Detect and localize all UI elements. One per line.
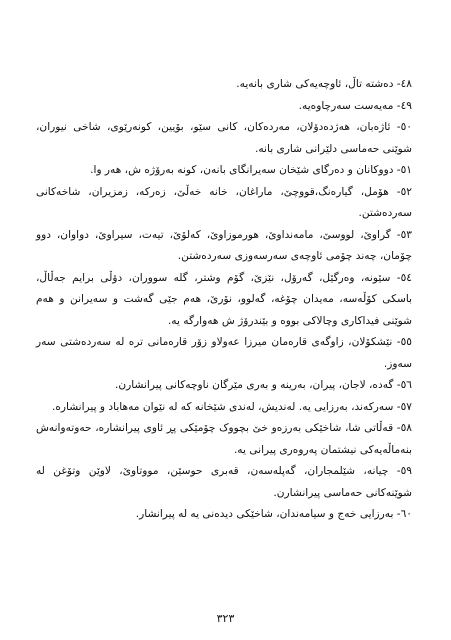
entry-56: ٥٦- گەدە، لاجان، پیران، بەرینە و بەری مێرگان ناوچەکانی پیرانشارن. (115, 379, 412, 391)
entry-53: ٥٣- گراوێ، لووسێ، مامەنداوێ، هورموزاوێ، کەلۆێ، تیەت، سیراوێ، دواوان، دوو چۆمان، چەند چۆمی ئاوچەی سەرسەوزی سەردەشتن. (36, 228, 412, 262)
entry-55: ٥٥- نێشکۆلان، زاوگەی قارەمان میرزا عەولاو زۆر قارەمانی ترە لە سەردەشتی سەر سەوز. (36, 336, 412, 370)
entry-60: ٦٠- بەرزایی خەج و سیامەندان، شاخێکی دیدەنی یە لە پیرانشار. (135, 508, 412, 520)
entry-48: ٤٨- دەشتە تاڵ، ئاوچەیەکی شاری بانەیە. (236, 78, 412, 90)
entry-52: ٥٢- هۆمل، گیارەنگ،قووچێ، ماراغان، خانە خەڵێ، زەرکە، زمزیران، شاخەکانی سەردەشتن. (36, 185, 412, 219)
entry-51: ٥١- دووکانان و دەرگای شێخان سەیرانگای بانەن، کونە بەرۆژە ش، هەر وا. (90, 164, 412, 176)
page-number: ٣٢٣ (216, 612, 235, 625)
entry-58: ٥٨- قەڵاتی شا، شاخێکی بەرزەو خێ بچووک چۆمێکی پڕ ئاوی پیرانشارە، حەوتەوانەش بنەماڵەیەکی نیشتمان پەروەری پیرانی یە. (36, 422, 412, 456)
entry-59: ٥٩- چیانە، شێلمجاران، گەپلەسەن، قەبری حوسێن، مووتاوێ، لاوێن وتۆغن لە شوێنەکانی حەماسی پیرانشارن. (36, 465, 412, 499)
entry-54: ٥٤- سێونە، وەرگێل، گەرۆل، نێزێ، گۆم وشتر، گلە سووران، دۆڵی برایم جەڵاڵ، باسکی کۆڵەسە، مەیدان چۆغە، گەلوو، نۆرێ، هەم جێی گەشت و سەیرانن و هەم شوێنی فیداکاری وچالاکی بووە و بێندرۆژ ش هەوارگە یە. (36, 271, 412, 327)
entry-49: ٤٩- مەیەست سەرچاوەیە. (298, 99, 412, 112)
entry-50: ٥٠- ئاژەبان، هەژدەدۆلان، مەردەکان، کانی سێو، بۆیین، کونەرێوی، شاخی نیوران، شوێنی حەماسی دلێرانی شاری بانە. (36, 121, 412, 155)
entries-list (36, 74, 412, 526)
entry-57: ٥٧- سەرکەند، بەرزایی یە. لەندیش، لەندی شێخانە کە لە نێوان مەهاباد و پیرانشارە. (51, 400, 412, 413)
